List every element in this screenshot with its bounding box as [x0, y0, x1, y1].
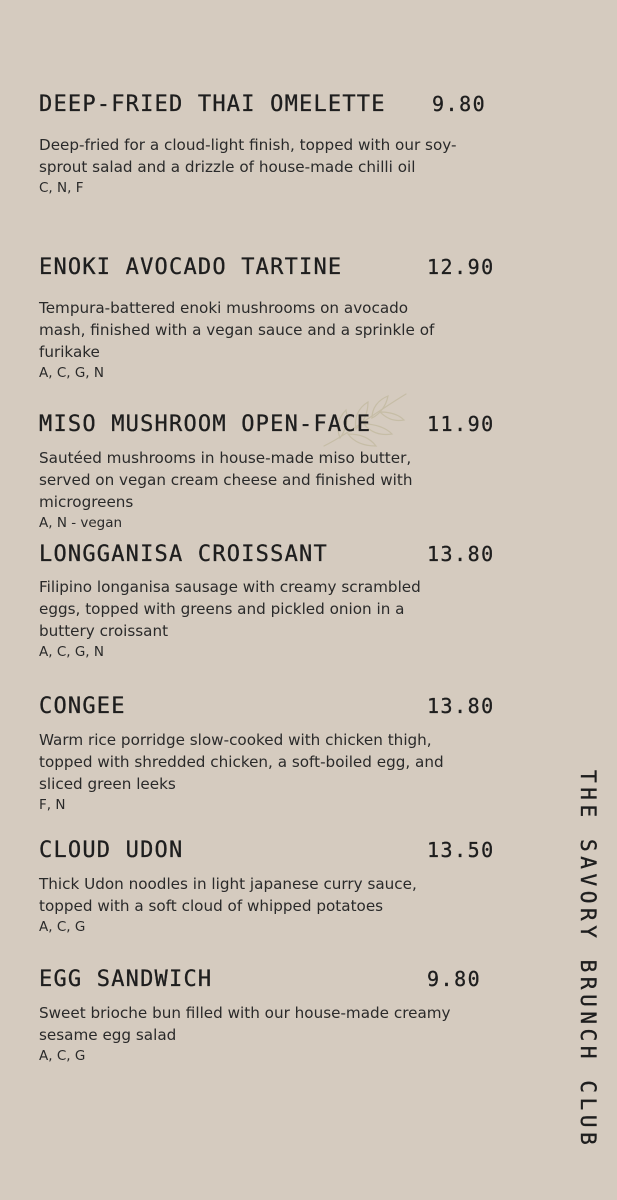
brand-side-title: THE SAVORY BRUNCH CLUB — [576, 770, 600, 1150]
dish-allergens: F, N — [39, 797, 66, 813]
dish-description-block — [39, 297, 459, 384]
dish-description-block — [39, 447, 459, 534]
dish-description-block — [39, 729, 459, 816]
dish-description: Thick Udon noodles in light japanese curry sauce, topped with a soft cloud of whipped potatoes — [39, 875, 417, 915]
dish-description: Sweet brioche bun filled with our house-made creamy sesame egg salad — [39, 1004, 451, 1044]
dish-title: MISO MUSHROOM OPEN-FACE — [39, 412, 372, 437]
dish-description: Filipino longanisa sausage with creamy scrambled eggs, topped with greens and pickled onion in a buttery croissant — [39, 578, 421, 640]
dish-description-block — [39, 576, 459, 663]
dish-allergens: A, C, G — [39, 1048, 86, 1064]
dish-price: 9.80 — [432, 92, 487, 116]
dish-allergens: A, C, G — [39, 919, 86, 935]
dish-price: 13.50 — [427, 838, 495, 862]
dish-description: Deep-fried for a cloud-light finish, topped with our soy-sprout salad and a drizzle of house-made chilli oil — [39, 136, 457, 176]
dish-description: Sautéed mushrooms in house-made miso butter, served on vegan cream cheese and finished with microgreens — [39, 449, 413, 511]
dish-allergens: A, C, G, N — [39, 365, 104, 381]
dish-title: EGG SANDWICH — [39, 967, 213, 992]
dish-title: CONGEE — [39, 694, 126, 719]
dish-description: Tempura-battered enoki mushrooms on avocado mash, finished with a vegan sauce and a sprinkle of furikake — [39, 299, 435, 361]
dish-price: 9.80 — [427, 967, 482, 991]
dish-title: LONGGANISA CROISSANT — [39, 542, 328, 567]
dish-title: ENOKI AVOCADO TARTINE — [39, 255, 343, 280]
dish-allergens: A, N - vegan — [39, 515, 123, 531]
dish-description-block — [39, 873, 459, 938]
dish-price: 12.90 — [427, 255, 495, 279]
dish-title: CLOUD UDON — [39, 838, 184, 863]
dish-description-block — [39, 1002, 459, 1067]
dish-allergens: C, N, F — [39, 180, 84, 196]
dish-price: 13.80 — [427, 694, 495, 718]
dish-title: DEEP-FRIED THAI OMELETTE — [39, 92, 386, 117]
dish-price: 13.80 — [427, 542, 495, 566]
dish-price: 11.90 — [427, 412, 495, 436]
dish-description: Warm rice porridge slow-cooked with chicken thigh, topped with shredded chicken, a soft-boiled egg, and sliced green leeks — [39, 731, 444, 793]
dish-description-block — [39, 134, 459, 199]
dish-allergens: A, C, G, N — [39, 644, 104, 660]
